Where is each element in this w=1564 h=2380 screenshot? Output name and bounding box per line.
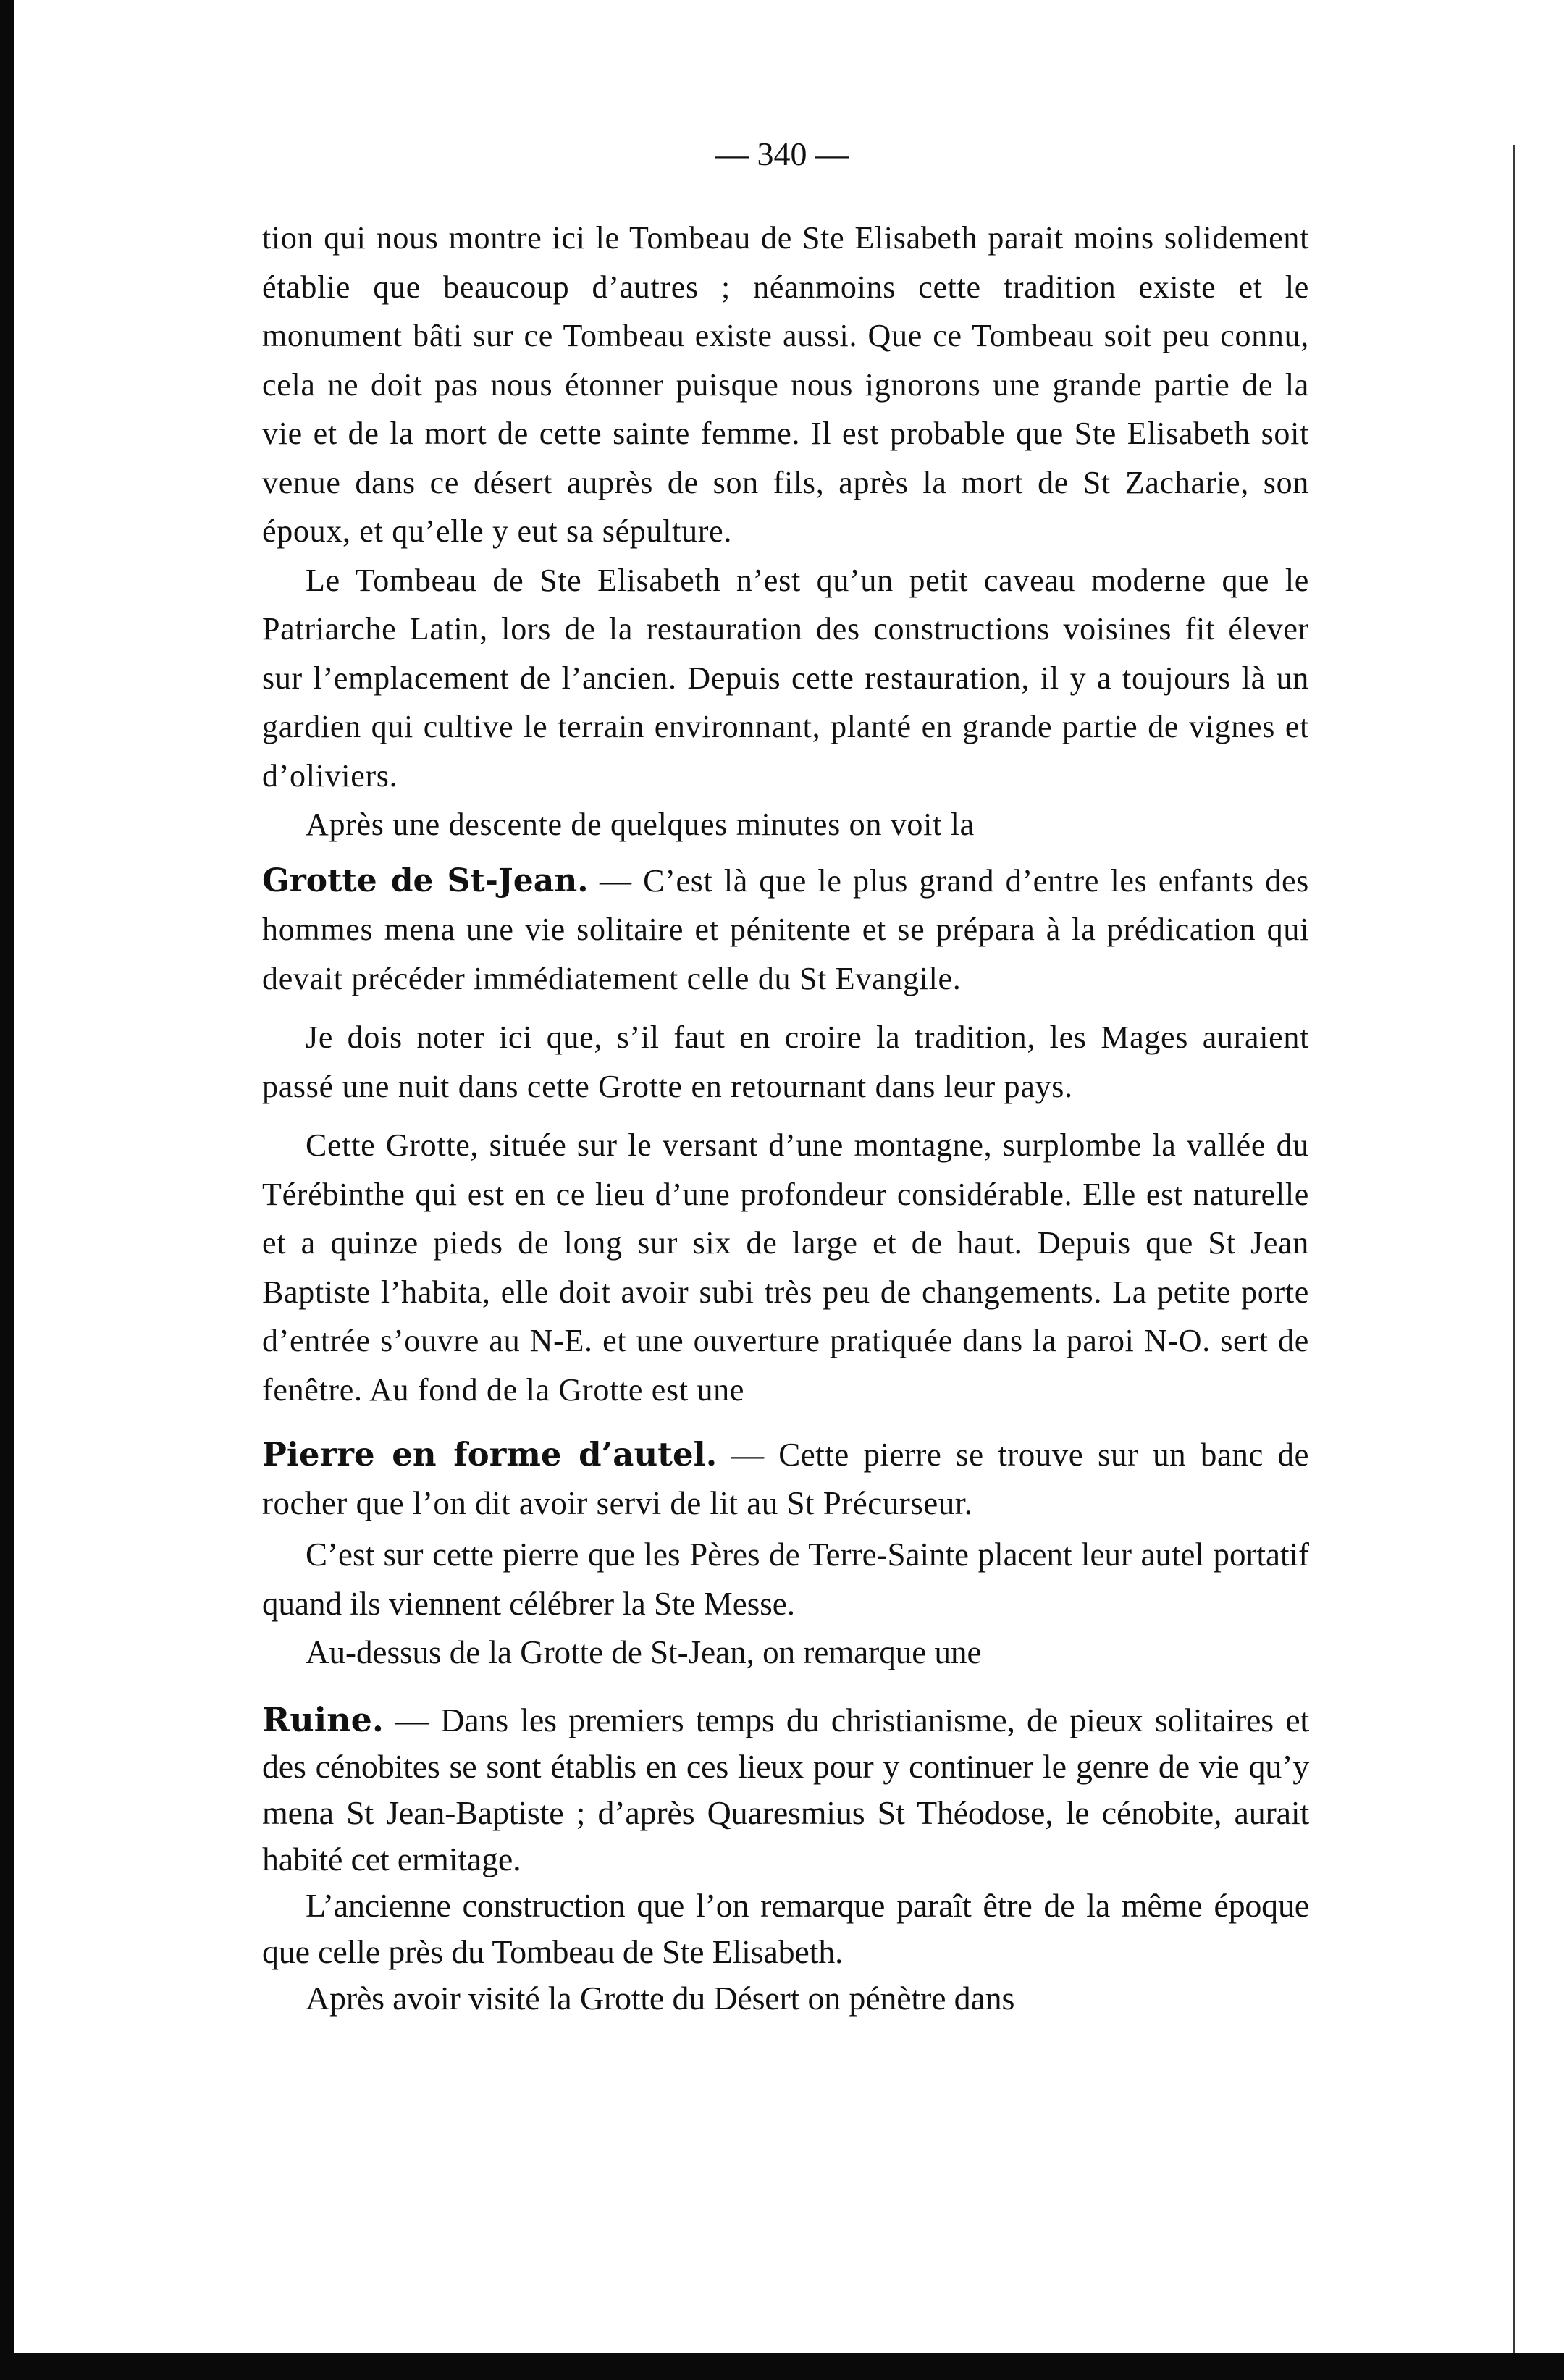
heading-grotte-st-jean: Grotte de St-Jean. xyxy=(262,862,589,899)
paragraph-apres-visite: Après avoir visité la Grotte du Désert on pénètre dans xyxy=(306,1979,1015,2017)
paragraph-pierre xyxy=(262,1430,1309,1528)
paragraph-ancienne-construction: L’ancienne construction que l’on remarque paraît être de la même époque que celle près du Tombeau de Ste Elisabeth. xyxy=(262,1886,1309,1970)
paragraph-autel-portatif: C’est sur cette pierre que les Pères de Terre-Sainte placent leur autel portatif quand ils viennent célébrer la Ste Messe. xyxy=(262,1536,1309,1622)
heading-dash: — xyxy=(717,1437,779,1473)
heading-pierre-autel: Pierre en forme d’autel. xyxy=(262,1435,718,1473)
scan-border-bottom xyxy=(0,2353,1564,2380)
body-text xyxy=(262,214,1309,2022)
paragraph-pierre-text: Cette pierre se trouve sur un banc de rocher que l’on dit avoir servi de lit au St Précurseur. xyxy=(262,1437,1310,1521)
heading-dash: — xyxy=(588,862,644,899)
paragraph-ruine xyxy=(262,1696,1309,1883)
paragraph-ruine-text: Dans les premiers temps du christianisme, de pieux solitaires et des cénobites se sont établis en ces lieux pour y continuer le genre de vie qu’y mena St Jean-Baptiste ; d’après Quaresmius St Théodose, le cénobite, aurait habité cet ermitage. xyxy=(262,1701,1309,1877)
paragraph-mages: Je dois noter ici que, s’il faut en croire la tradition, les Mages auraient passé une nuit dans cette Grotte en retournant dans leur pays. xyxy=(262,1019,1309,1104)
heading-dash: — xyxy=(383,1701,441,1738)
scan-border-right xyxy=(1513,145,1515,2353)
paragraph-grotte xyxy=(262,857,1309,1004)
paragraph-grotte-text: C’est là que le plus grand d’entre les enfants des hommes mena une vie solitaire et pénitente et se prépara à la prédication qui devait précéder immédiatement celle du St Evangile. xyxy=(262,862,1309,996)
paragraph-cette-grotte: Cette Grotte, située sur le versant d’une montagne, surplombe la vallée du Térébinthe qui est en ce lieu d’une profondeur considérable. Elle est naturelle et a quinze pieds de long sur six de large et de haut. Depuis que St Jean Baptiste l’habita, elle doit avoir subi très peu de changements. La petite porte d’entrée s’ouvre au N-E. et une ouverture pratiquée dans la paroi N-O. sert de fenêtre. Au fond de la Grotte est une xyxy=(262,1127,1309,1408)
paragraph-tombeau-caveau: Le Tombeau de Ste Elisabeth n’est qu’un petit caveau moderne que le Patriarche Latin, lors de la restauration des constructions voisines fit élever sur l’emplacement de l’ancien. Depuis cette restauration, il y a toujours là un gardien qui cultive le terrain environnant, planté en grande partie de vignes et d’oliviers. xyxy=(262,562,1309,794)
page-number: — 340 — xyxy=(715,135,849,172)
paragraph-descente: Après une descente de quelques minutes on voit la xyxy=(306,807,975,842)
heading-ruine: Ruine. xyxy=(262,1699,384,1739)
scan-border-left xyxy=(0,0,14,2380)
paragraph-au-dessus: Au-dessus de la Grotte de St-Jean, on remarque une xyxy=(306,1634,982,1670)
paragraph-tombeau-tradition: tion qui nous montre ici le Tombeau de Ste Elisabeth parait moins solidement établie que beaucoup d’autres ; néanmoins cette tradition existe et le monument bâti sur ce Tombeau existe aussi. Que ce Tombeau soit peu connu, cela ne doit pas nous étonner puisque nous ignorons une grande partie de la vie et de la mort de cette sainte femme. Il est probable que Ste Elisabeth soit venue dans ce désert auprès de son fils, après la mort de St Zacharie, son époux, et qu’elle y eut sa sépulture. xyxy=(262,220,1309,549)
